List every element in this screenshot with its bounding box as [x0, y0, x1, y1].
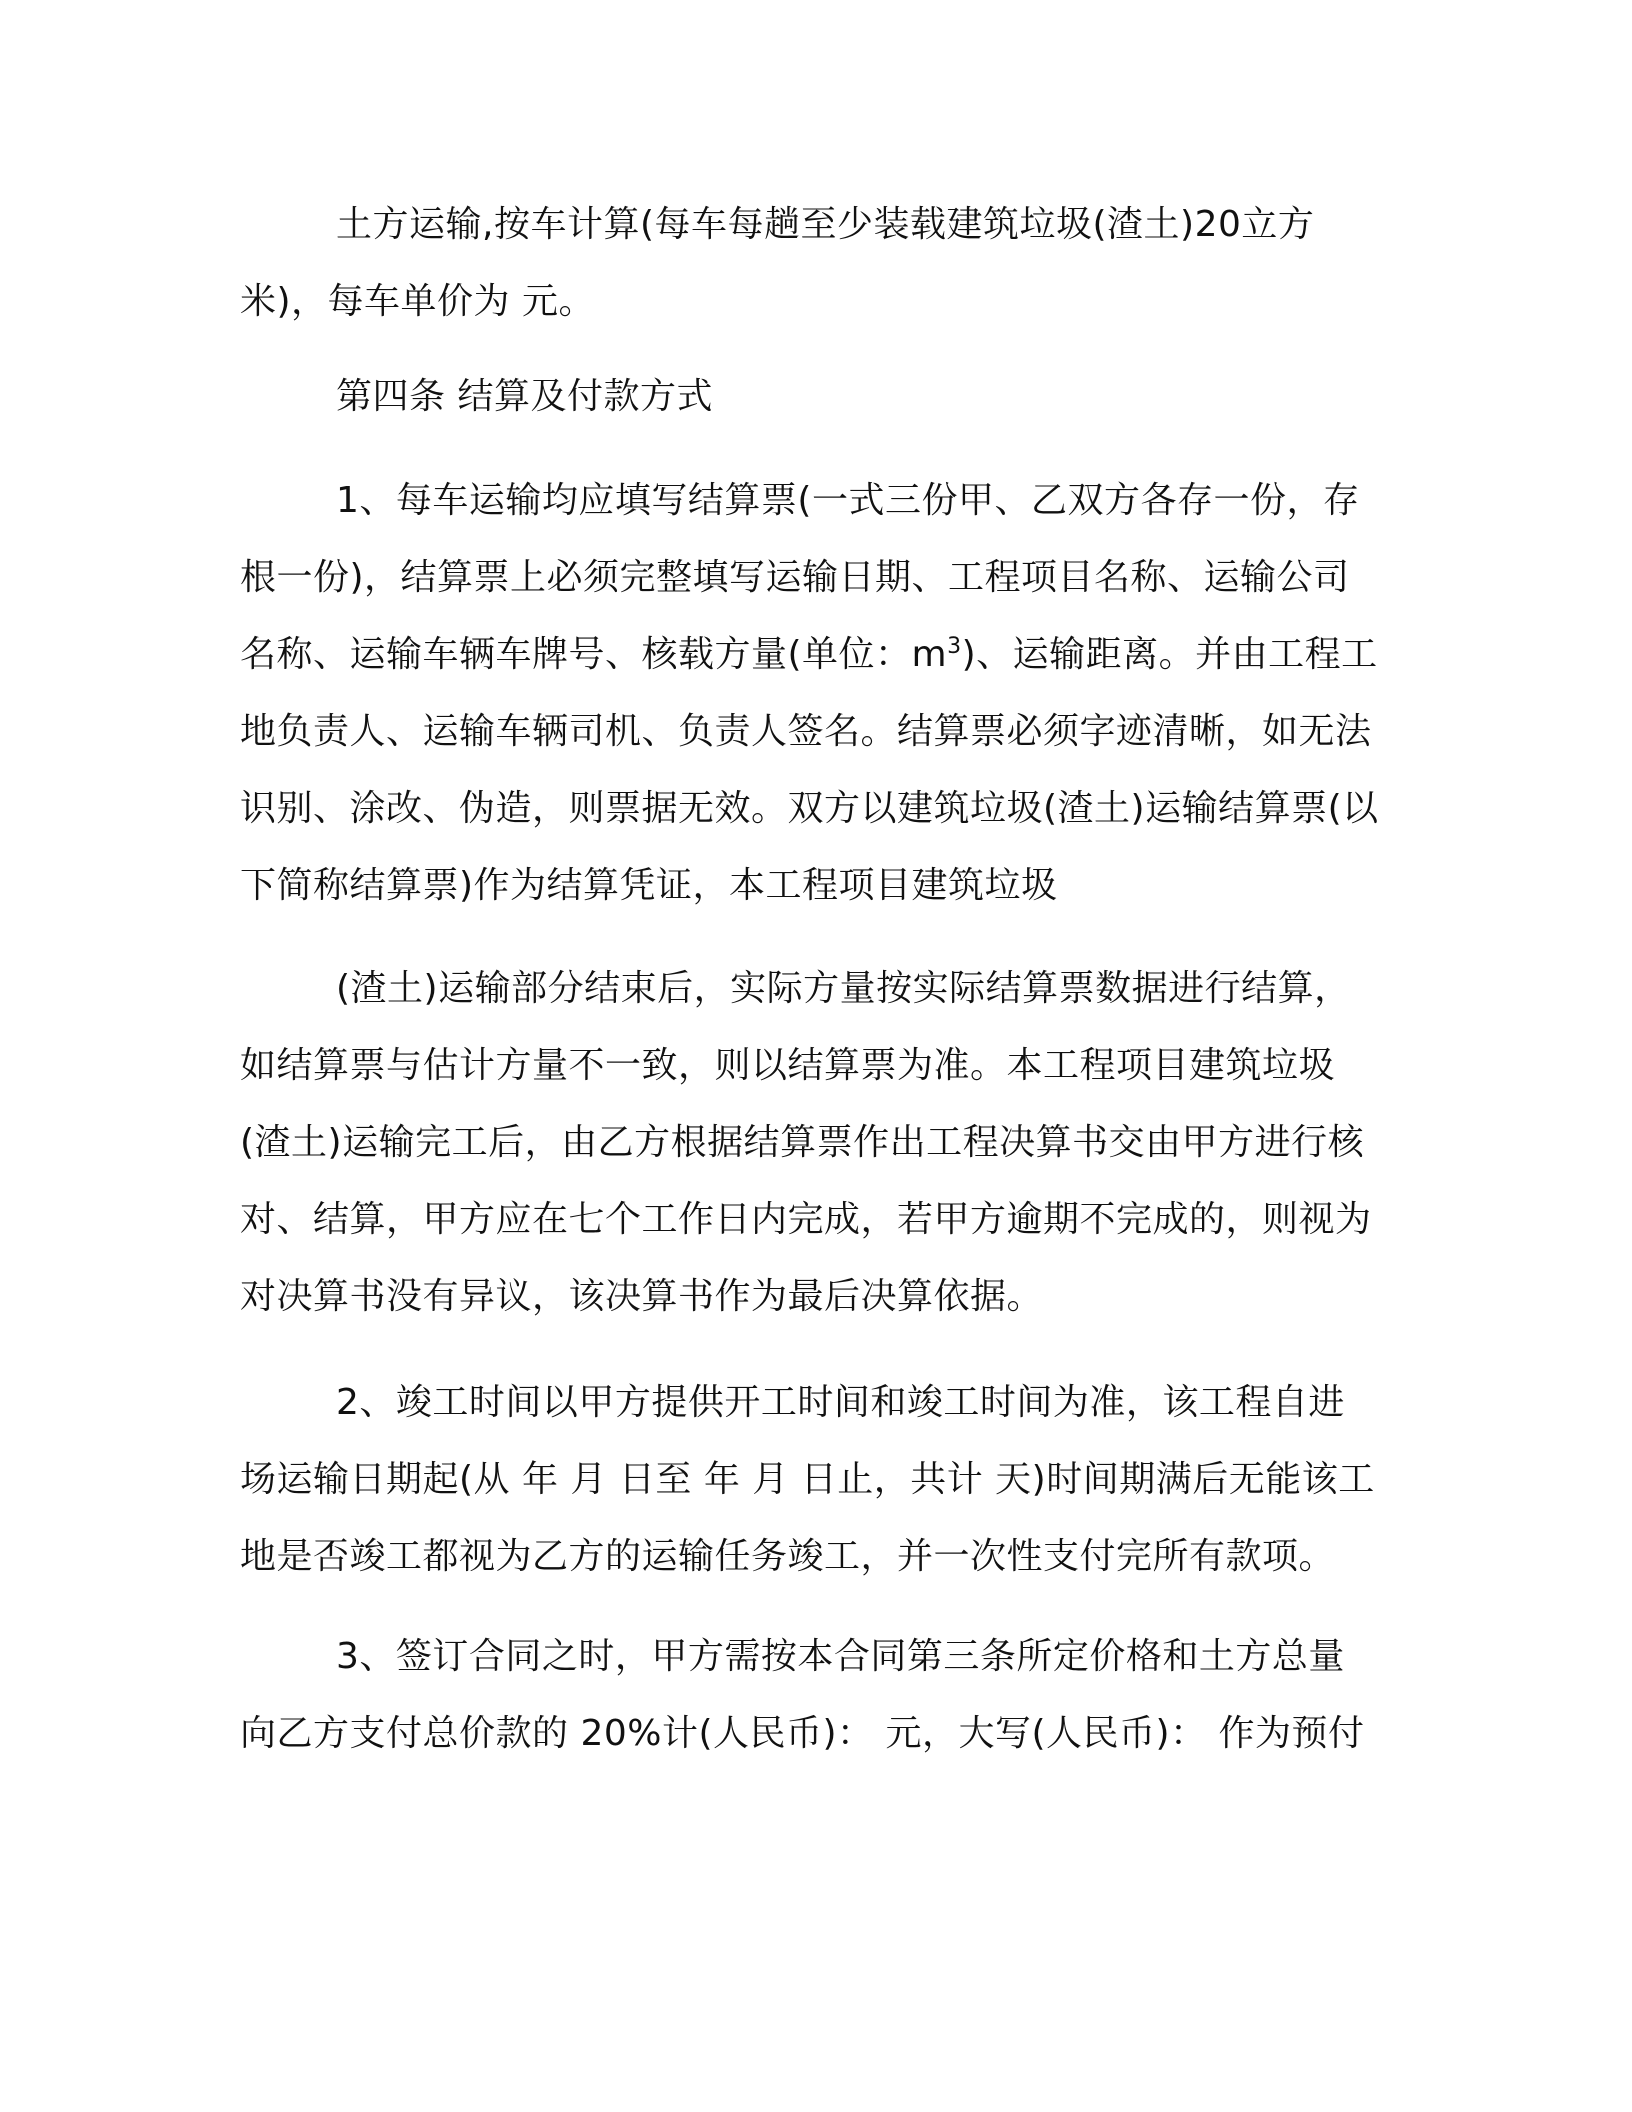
paragraph-clause-1-part2: (渣土)运输部分结束后，实际方量按实际结算票数据进行结算，如结算票与估计方量不一致，则以结算票为准。本工程项目建筑垃圾(渣土)运输完工后，由乙方根据结算票作出工程决算书交由甲方进行核对、结算，甲方应在七个工作日内完成，若甲方逾期不完成的，则视为对决算书没有异议，该决算书作为最后决算依据。	[240, 968, 1372, 1317]
paragraph-clause-3: 3、签订合同之时，甲方需按本合同第三条所定价格和土方总量向乙方支付总价款的 20%计(人民币)： 元，大写(人民币)： 作为预付	[240, 1636, 1365, 1754]
article-4-heading: 第四条 结算及付款方式	[336, 376, 713, 417]
paragraph-clause-2: 2、竣工时间以甲方提供开工时间和竣工时间为准，该工程自进场运输日期起(从 年 月 日至 年 月 日止，共计 天)时间期满后无能该工地是否竣工都视为乙方的运输任务竣工，并一次性支付完所有款项。	[240, 1382, 1375, 1577]
clause-1-text-after: )、运输距离。并由工程工地负责人、运输车辆司机、负责人签名。结算票必须字迹清晰，如无法识别、涂改、伪造，则票据无效。双方以建筑垃圾(渣土)运输结算票(以下简称结算票)作为结算凭证，本工程项目建筑垃圾	[240, 634, 1379, 906]
cubic-superscript: 3	[947, 634, 962, 659]
paragraph-clause-1-part1	[240, 462, 1380, 924]
clause-1-text-before: 1、每车运输均应填写结算票(一式三份甲、乙双方各存一份，存根一份)，结算票上必须完整填写运输日期、工程项目名称、运输公司名称、运输车辆车牌号、核载方量(单位：m	[240, 480, 1360, 675]
paragraph-transport-price: 土方运输,按车计算(每车每趟至少装载建筑垃圾(渣土)20立方米)，每车单价为 元。	[240, 204, 1315, 322]
